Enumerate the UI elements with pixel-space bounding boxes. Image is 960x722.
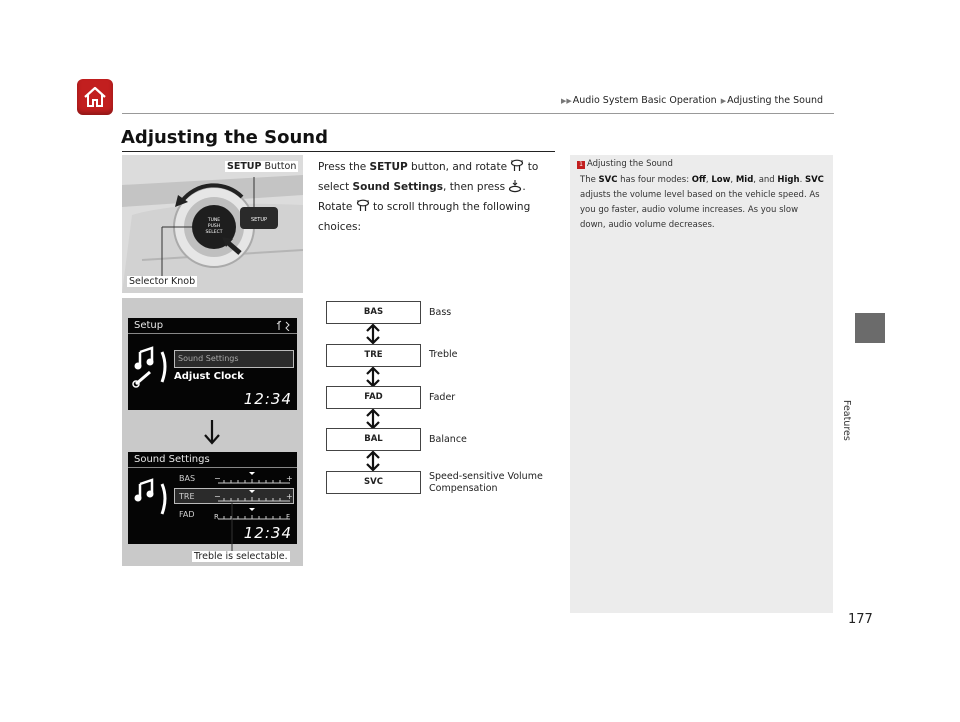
- instructions-text: Press the SETUP button, and rotate to select Sound Settings, then press . Rotate to scroll through the following choices:: [318, 161, 539, 233]
- sound-settings-screen: [128, 452, 297, 544]
- title-divider: [122, 151, 555, 152]
- choice-desc-svc: Speed-sensitive Volume Compensation: [429, 471, 543, 494]
- breadcrumb: [560, 95, 832, 106]
- chevron-right-icon: ▶▶: [561, 97, 572, 105]
- choice-desc-bal: Balance: [429, 434, 467, 445]
- row-label-bass: BAS: [179, 474, 196, 483]
- row-label-fader: FAD: [179, 510, 195, 519]
- menu-item-adjust-clock[interactable]: Adjust Clock: [174, 371, 244, 382]
- choice-desc-fad: Fader: [429, 392, 456, 403]
- rotate-knob-icon: [510, 159, 524, 173]
- screen-title: Sound Settings: [134, 454, 210, 465]
- up-down-arrow-icon: [364, 409, 382, 429]
- knob-label-2: PUSH: [207, 224, 221, 229]
- choice-box-bas: BAS: [326, 301, 421, 324]
- callout-line: [222, 503, 242, 555]
- reference-icon: 1: [577, 161, 585, 169]
- knob-label-1: TUNE: [207, 218, 221, 223]
- note-body: The SVC has four modes: Off, Low, Mid, and High. SVC adjusts the volume level based on the vehicle speed. As you go faster, audio volume increases. As you slow down, audio volume decreases.: [580, 175, 824, 230]
- svg-text:−: −: [214, 474, 221, 483]
- up-down-arrow-icon: [364, 367, 382, 387]
- choice-desc-tre: Treble: [429, 349, 458, 360]
- setup-button-callout: SETUP Button: [227, 161, 297, 172]
- selector-knob-callout: Selector Knob: [129, 276, 196, 287]
- choice-desc-bas: Bass: [429, 307, 452, 318]
- choice-box-fad: FAD: [326, 386, 421, 409]
- home-icon: [81, 83, 109, 111]
- note-box: [570, 155, 833, 613]
- svg-text:+: +: [286, 492, 293, 501]
- svg-text:R: R: [214, 513, 219, 521]
- rotate-knob-icon: [356, 199, 370, 213]
- page-title: Adjusting the Sound: [121, 127, 328, 148]
- chevron-right-icon: ▶: [720, 97, 727, 105]
- up-down-arrow-icon: [364, 451, 382, 471]
- choice-box-bal: BAL: [326, 428, 421, 451]
- knob-label-3: SELECT: [205, 230, 223, 235]
- bluetooth-icon: [276, 320, 292, 331]
- clock-display: 12:34: [243, 390, 292, 408]
- svg-text:+: +: [286, 474, 293, 483]
- controls-photo: [122, 155, 303, 293]
- section-tab[interactable]: [855, 313, 885, 343]
- clock-display: 12:34: [243, 524, 292, 542]
- press-knob-icon: [508, 179, 522, 193]
- sound-settings-term: Sound Settings: [352, 181, 444, 193]
- svg-text:−: −: [214, 492, 221, 501]
- breadcrumb-link-audio[interactable]: Audio System Basic Operation: [572, 95, 717, 106]
- choice-box-tre: TRE: [326, 344, 421, 367]
- choice-box-svc: SVC: [326, 471, 421, 494]
- setup-button-label: SETUP: [250, 217, 268, 223]
- svg-text:F: F: [286, 513, 291, 521]
- page-number: 177: [848, 612, 873, 627]
- up-down-arrow-icon: [364, 324, 382, 344]
- note-heading: 1 Adjusting the Sound: [577, 159, 673, 169]
- row-label-treble[interactable]: TRE: [179, 492, 195, 501]
- treble-caption: Treble is selectable.: [194, 551, 288, 562]
- music-note-icon: [132, 476, 172, 520]
- screen-title: Setup: [134, 320, 164, 331]
- home-button[interactable]: [77, 79, 113, 115]
- display-photo: [122, 298, 303, 566]
- menu-item-sound-settings[interactable]: Sound Settings: [178, 354, 239, 363]
- setup-screen: [128, 318, 297, 410]
- music-note-icon: [132, 344, 172, 388]
- breadcrumb-current: Adjusting the Sound: [727, 95, 824, 106]
- header-divider: [122, 113, 834, 114]
- setup-term: SETUP: [369, 161, 408, 173]
- section-tab-label: Features: [841, 400, 852, 441]
- down-arrow-icon: [202, 420, 222, 446]
